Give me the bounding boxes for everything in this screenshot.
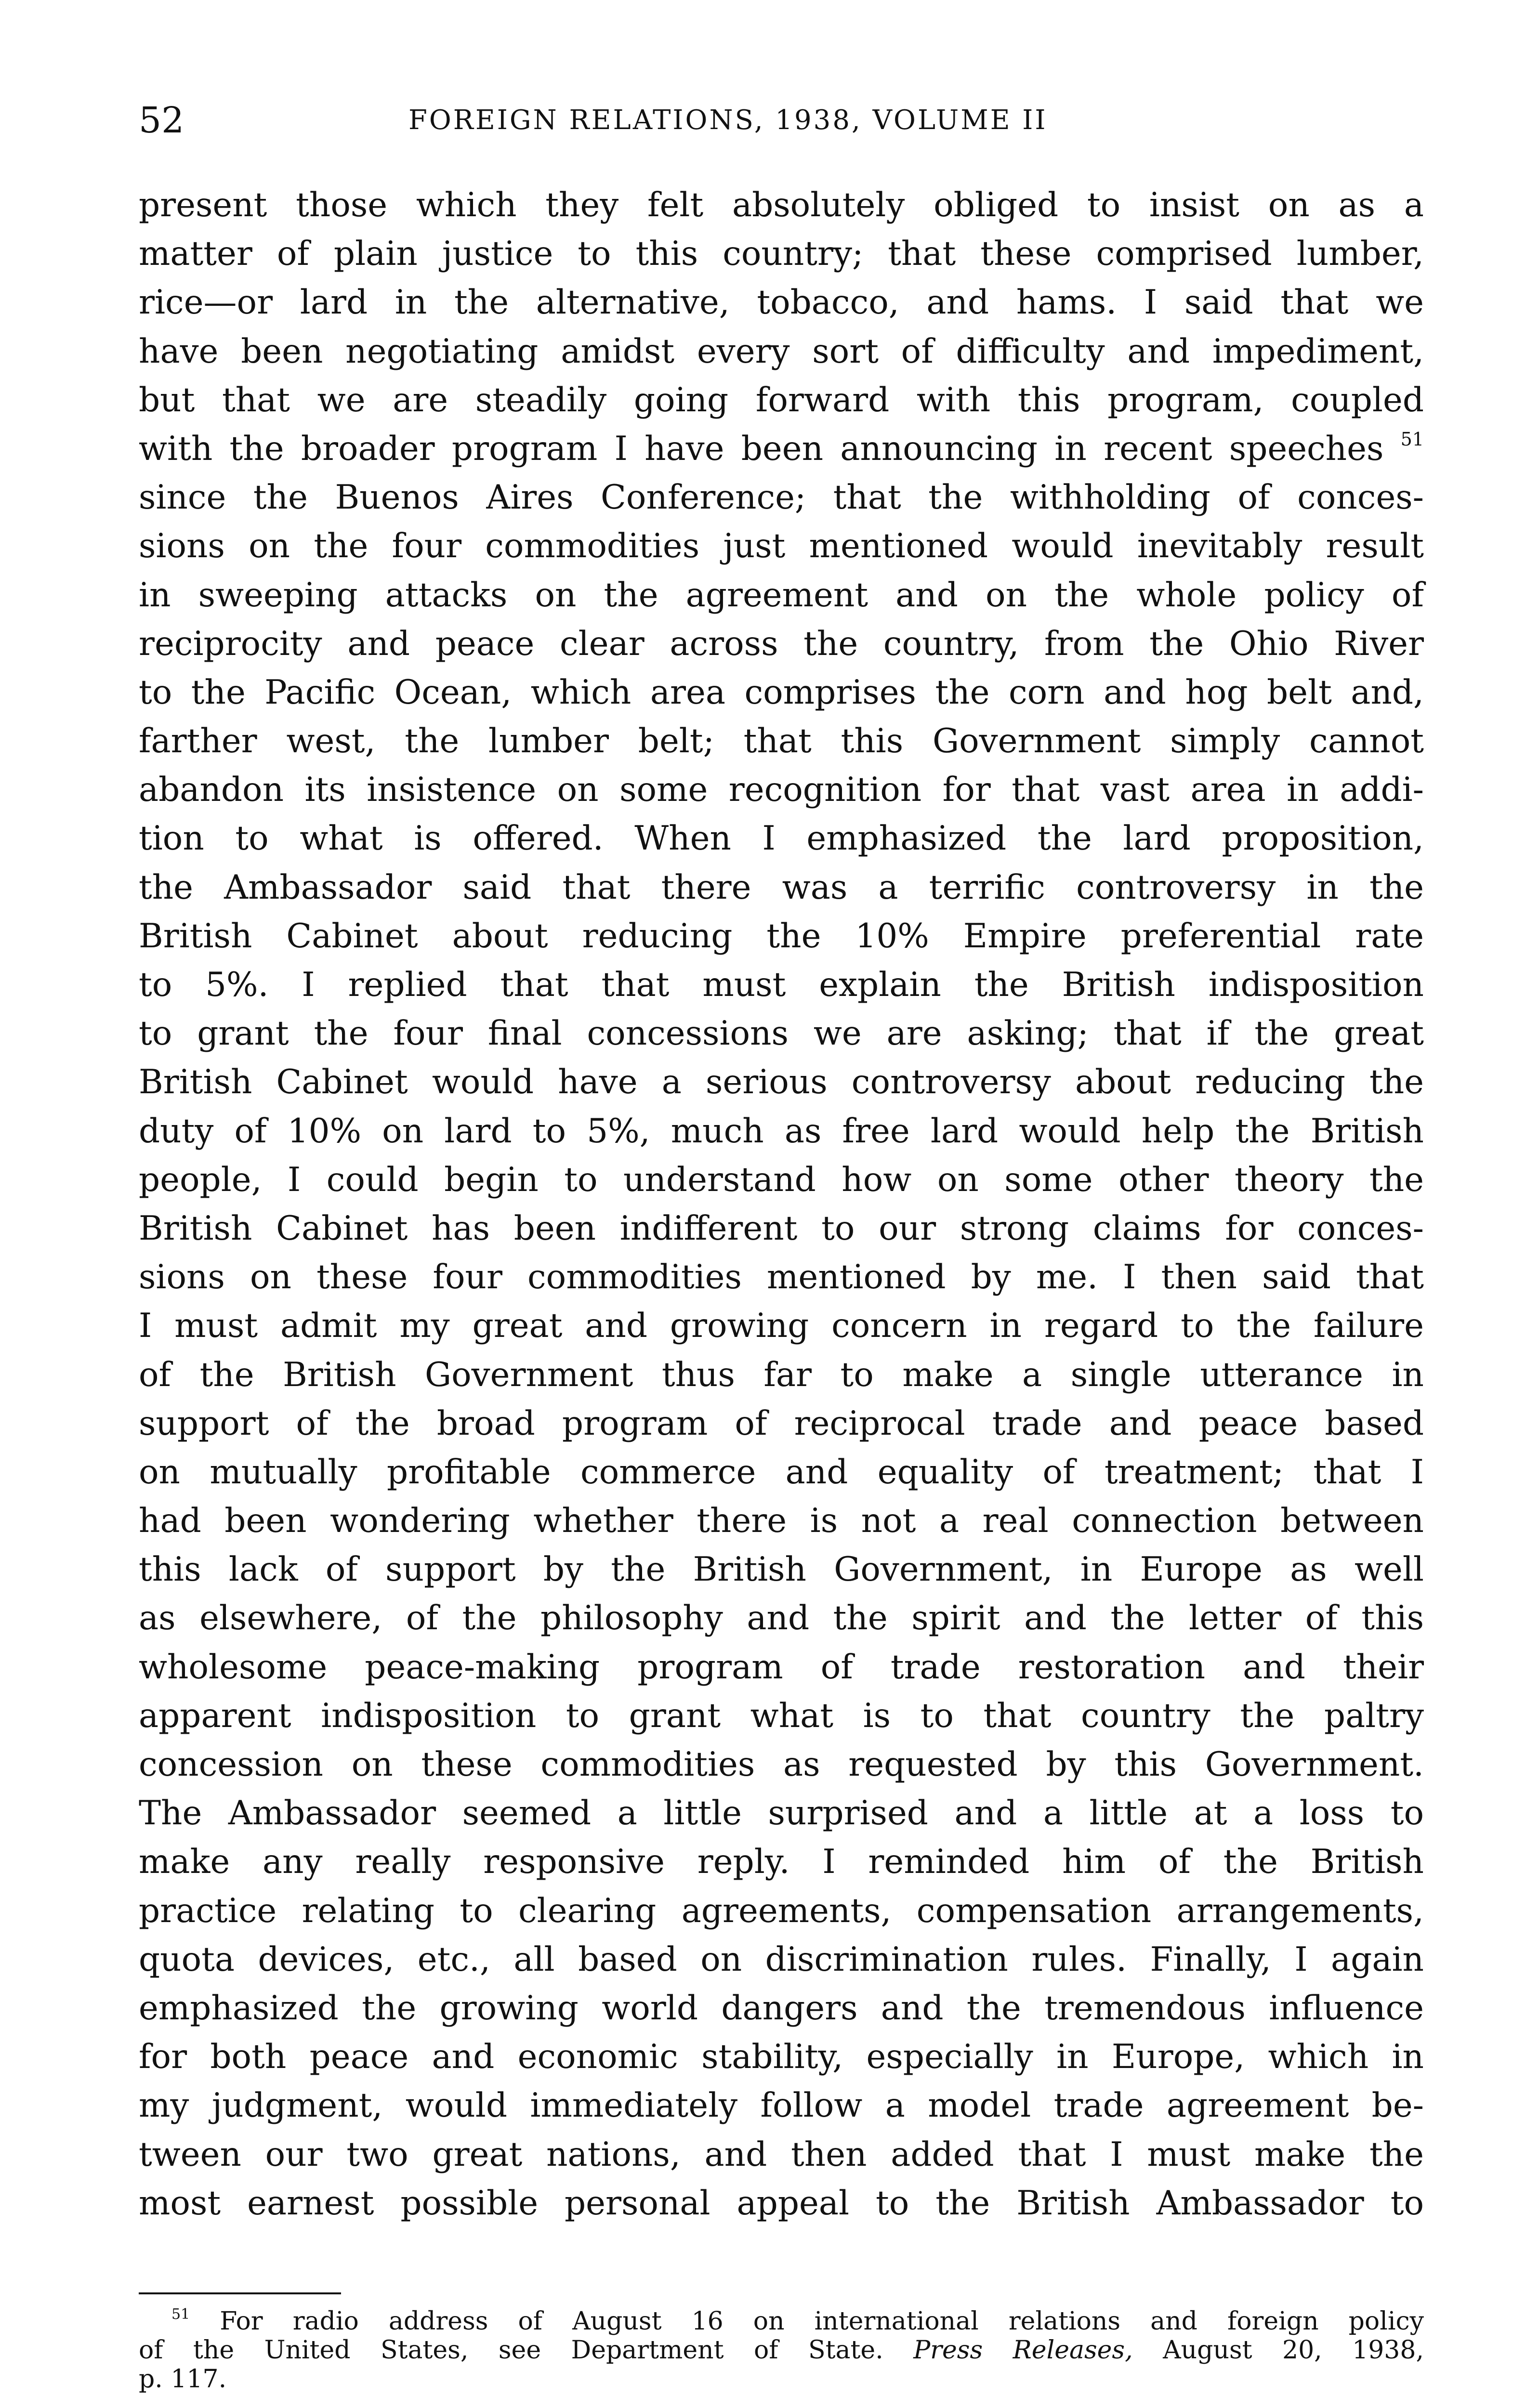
body-line: British Cabinet about reducing the 10% Empire preferential rate — [139, 916, 1424, 955]
footnote-publication-title: Press Releases, — [913, 2336, 1133, 2365]
body-line: concession on these commodities as requested by this Government. — [139, 1745, 1424, 1784]
body-line: in sweeping attacks on the agreement and on the whole policy of — [139, 576, 1424, 615]
body-line: present those which they felt absolutely obliged to insist on as a — [139, 186, 1424, 224]
running-title: FOREIGN RELATIONS, 1938, VOLUME II — [408, 105, 1048, 136]
body-line: The Ambassador seemed a little surprised and a little at a loss to — [139, 1794, 1424, 1833]
body-line: rice—or lard in the alternative, tobacco, and hams. I said that we — [139, 283, 1424, 322]
body-line: of the British Government thus far to make a single utterance in — [139, 1355, 1424, 1394]
body-line: reciprocity and peace clear across the country, from the Ohio River — [139, 624, 1424, 663]
footnote-line: p. 117. — [139, 2365, 227, 2394]
body-line: had been wondering whether there is not a real connection between — [139, 1502, 1424, 1541]
body-line: but that we are steadily going forward with this program, coupled — [139, 380, 1424, 419]
body-line: have been negotiating amidst every sort of difficulty and impediment, — [139, 332, 1424, 371]
body-line: tion to what is offered. When I emphasized the lard proposition, — [139, 819, 1424, 858]
body-line: to grant the four final concessions we are asking; that if the great — [139, 1014, 1424, 1053]
body-line: British Cabinet has been indifferent to our strong claims for conces- — [139, 1209, 1424, 1248]
body-line: practice relating to clearing agreements, compensation arrangements, — [139, 1891, 1424, 1930]
body-text — [139, 181, 1424, 2228]
body-line: people, I could begin to understand how on some other theory the — [139, 1160, 1424, 1199]
body-line: for both peace and economic stability, especially in Europe, which in — [139, 2038, 1424, 2077]
body-line: this lack of support by the British Government, in Europe as well — [139, 1550, 1424, 1589]
body-line: since the Buenos Aires Conference; that the withholding of conces- — [139, 478, 1424, 517]
body-line: emphasized the growing world dangers and the tremendous influence — [139, 1989, 1424, 2028]
footnote-number: 51 — [171, 2306, 190, 2323]
document-page — [139, 0, 1424, 2408]
body-line-text: with the broader program I have been announcing in recent speeches — [139, 429, 1384, 468]
body-line: sions on the four commodities just mentioned would inevitably result — [139, 527, 1424, 566]
body-line: quota devices, etc., all based on discrimination rules. Finally, I again — [139, 1940, 1424, 1979]
body-line: apparent indisposition to grant what is to that country the paltry — [139, 1696, 1424, 1735]
body-line: as elsewhere, of the philosophy and the spirit and the letter of this — [139, 1599, 1424, 1638]
footnote-text: August 20, 1938, — [1163, 2336, 1424, 2365]
footnote-text: For radio address of August 16 on international relations and foreign policy — [220, 2307, 1424, 2336]
footnote — [139, 2307, 1424, 2394]
body-line-with-footnote-ref — [139, 425, 1424, 473]
body-line: matter of plain justice to this country; that these comprised lumber, — [139, 235, 1424, 274]
body-line: duty of 10% on lard to 5%, much as free lard would help the British — [139, 1112, 1424, 1151]
body-line: on mutually profitable commerce and equality of treatment; that I — [139, 1453, 1424, 1492]
body-line: I must admit my great and growing concern in regard to the failure — [139, 1307, 1424, 1346]
body-line: tween our two great nations, and then added that I must make the — [139, 2135, 1424, 2174]
body-line: wholesome peace-making program of trade restoration and their — [139, 1648, 1424, 1687]
footnote-line — [139, 2307, 1424, 2336]
body-line: abandon its insistence on some recognition for that vast area in addi- — [139, 771, 1424, 810]
footnote-divider — [139, 2292, 341, 2294]
running-header — [139, 92, 1424, 149]
body-line: support of the broad program of reciprocal trade and peace based — [139, 1404, 1424, 1443]
body-line: my judgment, would immediately follow a model trade agreement be- — [139, 2086, 1424, 2125]
footnote-line — [139, 2336, 1424, 2365]
body-line: to 5%. I replied that that must explain the British indisposition — [139, 966, 1424, 1004]
footnote-reference: 51 — [1400, 428, 1424, 450]
body-line: sions on these four commodities mentioned by me. I then said that — [139, 1258, 1424, 1297]
page-number: 52 — [139, 100, 184, 141]
body-line: make any really responsive reply. I reminded him of the British — [139, 1843, 1424, 1882]
body-line: British Cabinet would have a serious controversy about reducing the — [139, 1063, 1424, 1102]
footnote-text: of the United States, see Department of State. — [139, 2336, 883, 2365]
body-line: the Ambassador said that there was a terrific controversy in the — [139, 868, 1424, 907]
body-line: most earnest possible personal appeal to the British Ambassador to — [139, 2184, 1424, 2223]
body-line: to the Pacific Ocean, which area comprises the corn and hog belt and, — [139, 673, 1424, 712]
body-line: farther west, the lumber belt; that this Government simply cannot — [139, 722, 1424, 761]
